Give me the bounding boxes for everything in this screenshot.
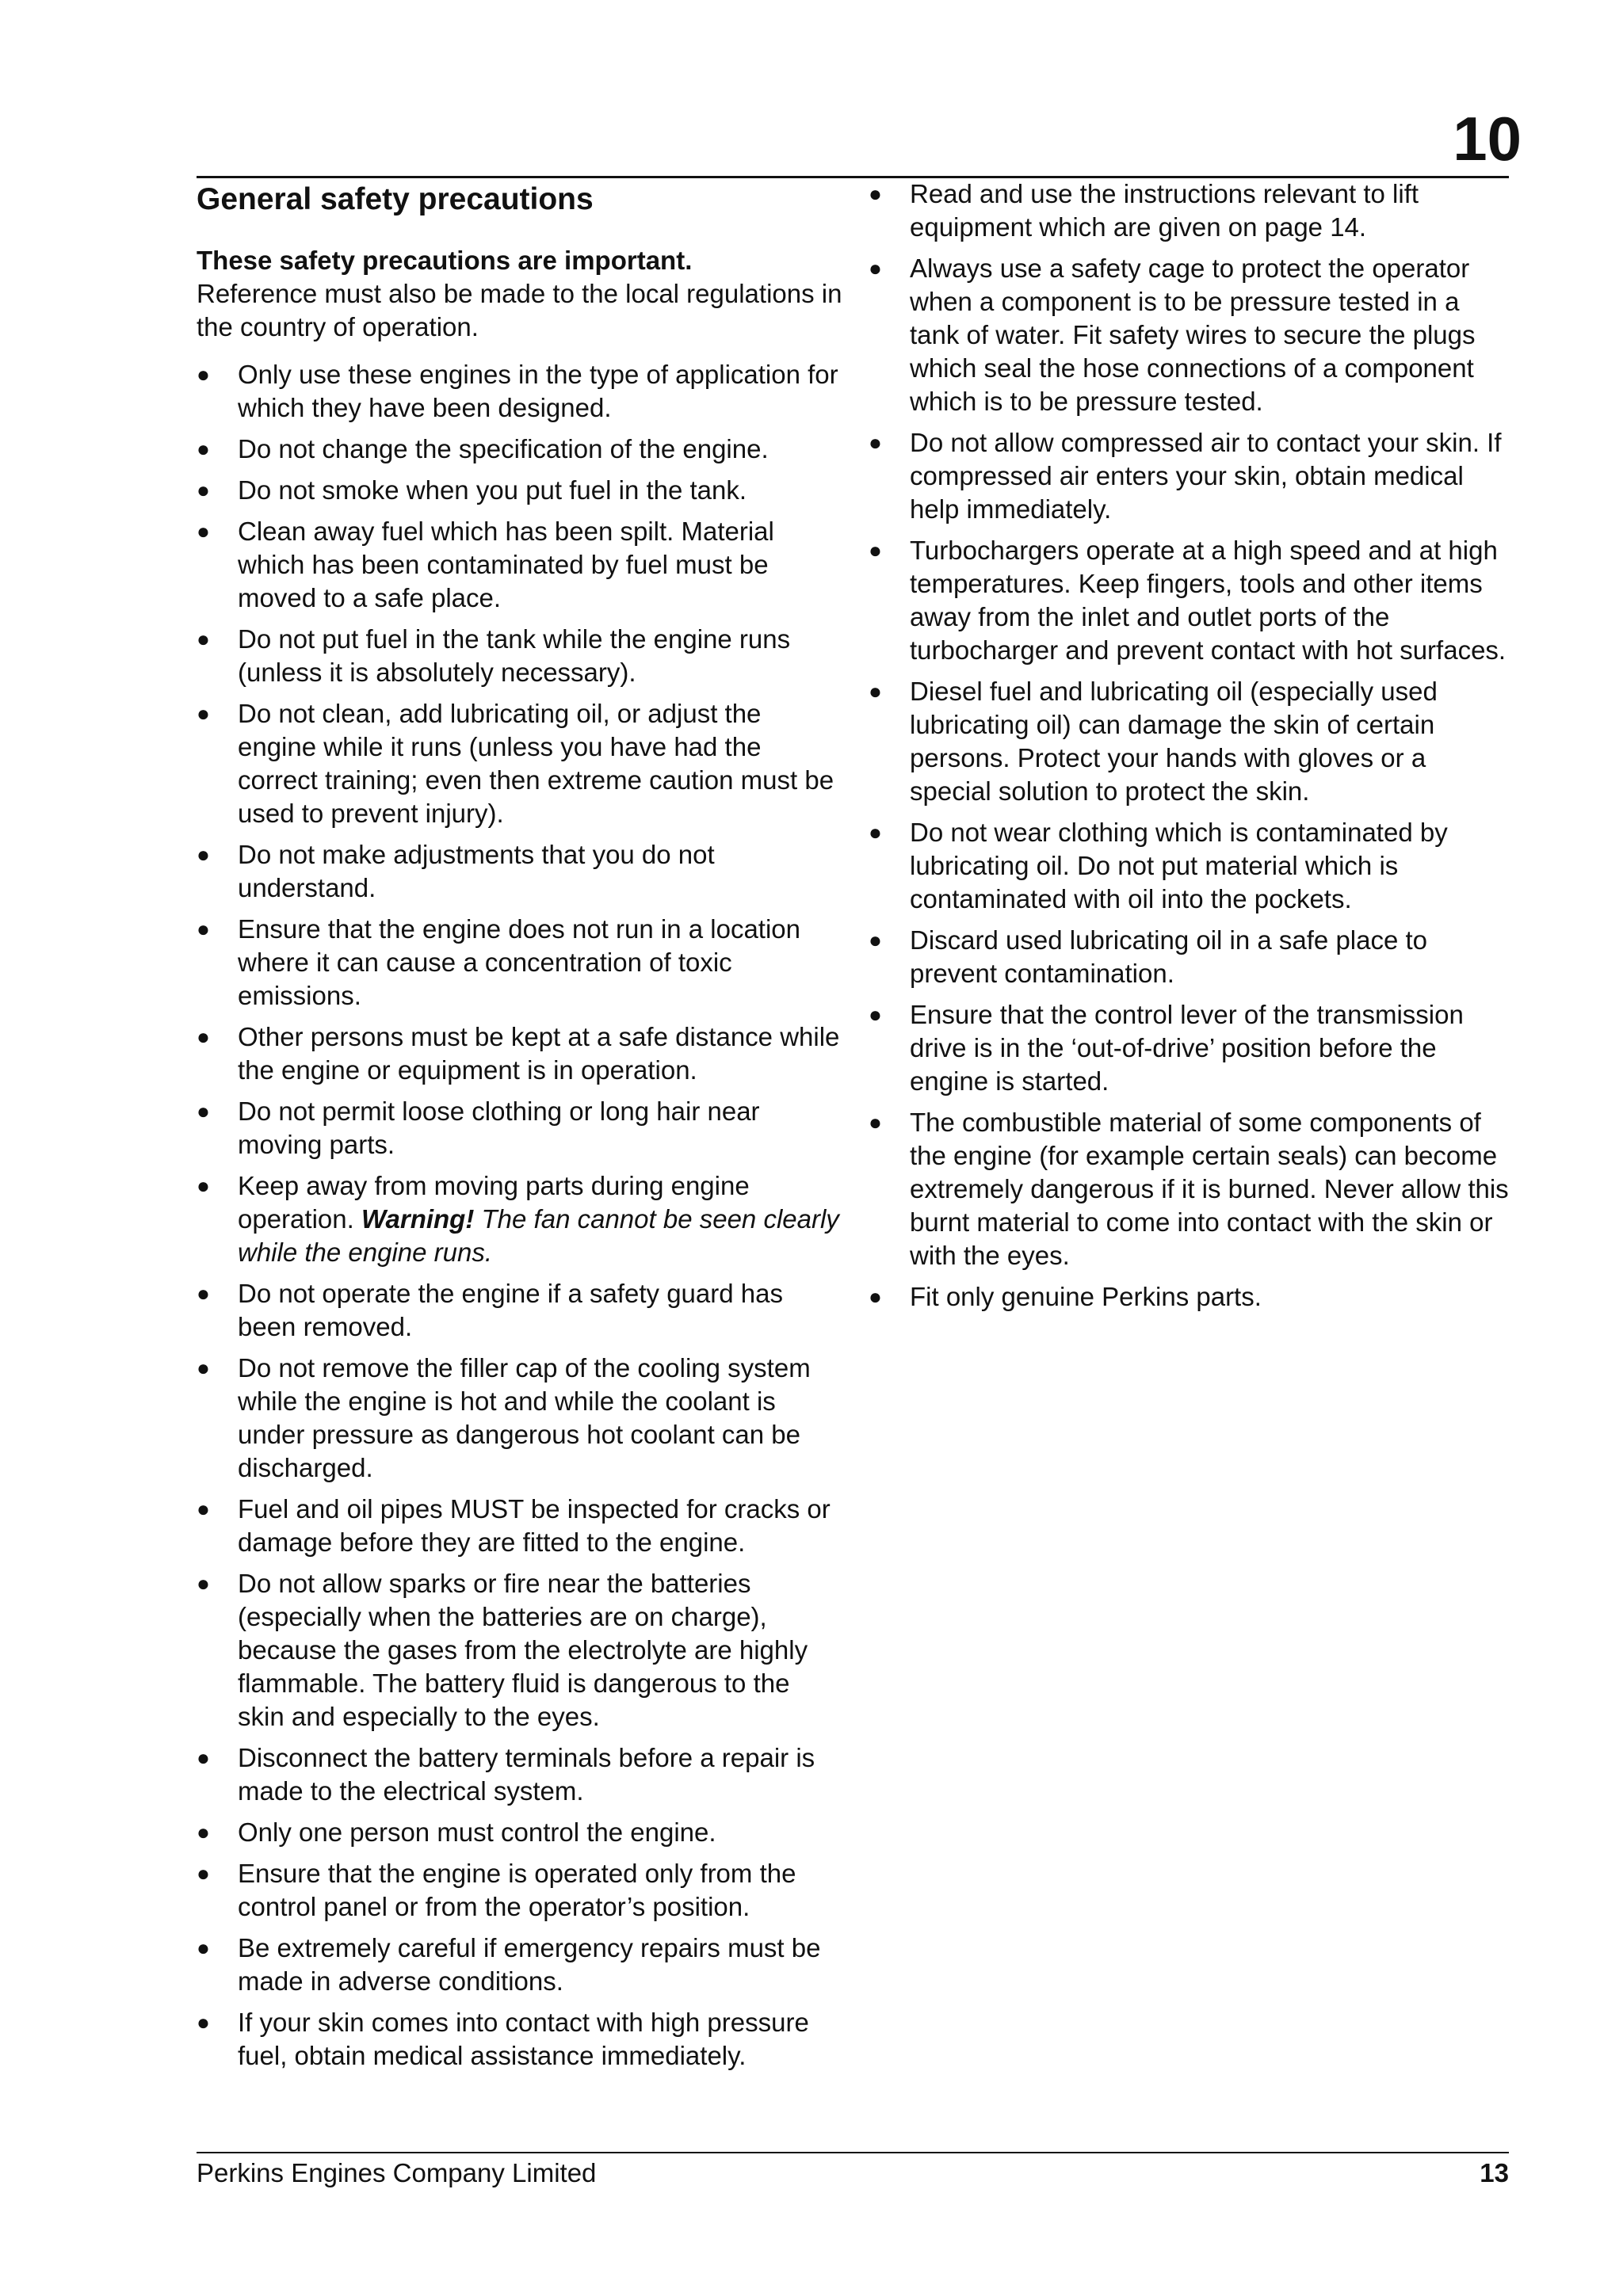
intro-paragraph xyxy=(197,244,842,344)
list-item: ● Disconnect the battery terminals before a repair is made to the electrical system. xyxy=(197,1741,842,1808)
list-item: ● If your skin comes into contact with high pressure fuel, obtain medical assistance immediately. xyxy=(197,2006,842,2073)
list-item: ● Do not put fuel in the tank while the engine runs (unless it is absolutely necessary). xyxy=(197,623,842,689)
left-column xyxy=(197,174,842,2081)
chapter-number: 10 xyxy=(1453,104,1522,174)
list-item: ● Only use these engines in the type of application for which they have been designed. xyxy=(197,358,842,425)
list-item: ● Do not make adjustments that you do not understand. xyxy=(197,838,842,905)
list-item: ● Do not clean, add lubricating oil, or adjust the engine while it runs (unless you have had the correct training; even then extreme caution must be used to prevent injury). xyxy=(197,697,842,830)
list-item: ● Turbochargers operate at a high speed and at high temperatures. Keep fingers, tools and other items away from the inlet and outlet ports of the turbocharger and prevent contact with hot surfaces. xyxy=(869,534,1509,667)
list-item: ● Read and use the instructions relevant to lift equipment which are given on page 14. xyxy=(869,177,1509,244)
warning-item-text: Keep away from moving parts during engine operation. xyxy=(238,1171,750,1234)
list-item: ● Diesel fuel and lubricating oil (especially used lubricating oil) can damage the skin of certain persons. Protect your hands with gloves or a special solution to protect the skin. xyxy=(869,675,1509,808)
left-bullet-list xyxy=(197,358,842,2073)
footer-page-number: 13 xyxy=(1480,2158,1509,2187)
list-item: ● Do not allow sparks or fire near the batteries (especially when the batteries are on charge), because the gases from the electrolyte are highly flammable. The battery fluid is dangerous to the skin and especially to the eyes. xyxy=(197,1567,842,1733)
list-item: ● Only one person must control the engine. xyxy=(197,1816,842,1849)
list-item: ● Other persons must be kept at a safe distance while the engine or equipment is in operation. xyxy=(197,1020,842,1087)
list-item: ● Do not remove the filler cap of the cooling system while the engine is hot and while the coolant is under pressure as dangerous hot coolant can be discharged. xyxy=(197,1352,842,1485)
warning-label: Warning! xyxy=(361,1204,475,1234)
list-item: ● Do not allow compressed air to contact your skin. If compressed air enters your skin, obtain medical help immediately. xyxy=(869,426,1509,526)
warning-text: The fan cannot be seen clearly while the engine runs. xyxy=(238,1204,839,1267)
section-title: General safety precautions xyxy=(197,182,594,216)
list-item: ● Ensure that the engine does not run in a location where it can cause a concentration of toxic emissions. xyxy=(197,913,842,1013)
intro-bold: These safety precautions are important. xyxy=(197,246,693,275)
right-column xyxy=(869,177,1509,1322)
right-bullet-list xyxy=(869,177,1509,1314)
list-item: ● Be extremely careful if emergency repairs must be made in adverse conditions. xyxy=(197,1932,842,1998)
bottom-rule xyxy=(197,2152,1509,2153)
list-item: ● Clean away fuel which has been spilt. Material which has been contaminated by fuel must be moved to a safe place. xyxy=(197,515,842,615)
footer-company: Perkins Engines Company Limited xyxy=(197,2158,597,2187)
list-item: ● Do not change the specification of the engine. xyxy=(197,433,842,466)
list-item: ● Always use a safety cage to protect the operator when a component is to be pressure tested in a tank of water. Fit safety wires to secure the plugs which seal the hose connections of a component which is to be pressure tested. xyxy=(869,252,1509,418)
list-item: ● Do not operate the engine if a safety guard has been removed. xyxy=(197,1277,842,1344)
list-item: ● Discard used lubricating oil in a safe place to prevent contamination. xyxy=(869,924,1509,990)
warning-list-item xyxy=(197,1169,842,1269)
list-item: ● Do not permit loose clothing or long hair near moving parts. xyxy=(197,1095,842,1161)
list-item: ● Fit only genuine Perkins parts. xyxy=(869,1280,1509,1314)
list-item: ● Do not smoke when you put fuel in the tank. xyxy=(197,474,842,507)
list-item: ● Fuel and oil pipes MUST be inspected for cracks or damage before they are fitted to the engine. xyxy=(197,1493,842,1559)
intro-text: Reference must also be made to the local regulations in the country of operation. xyxy=(197,279,842,341)
list-item: ● The combustible material of some components of the engine (for example certain seals) can become extremely dangerous if it is burned. Never allow this burnt material to come into contact with the skin or with the eyes. xyxy=(869,1106,1509,1272)
list-item: ● Ensure that the control lever of the transmission drive is in the ‘out-of-drive’ position before the engine is started. xyxy=(869,998,1509,1098)
list-item: ● Do not wear clothing which is contaminated by lubricating oil. Do not put material which is contaminated with oil into the pockets. xyxy=(869,816,1509,916)
list-item: ● Ensure that the engine is operated only from the control panel or from the operator’s position. xyxy=(197,1857,842,1924)
